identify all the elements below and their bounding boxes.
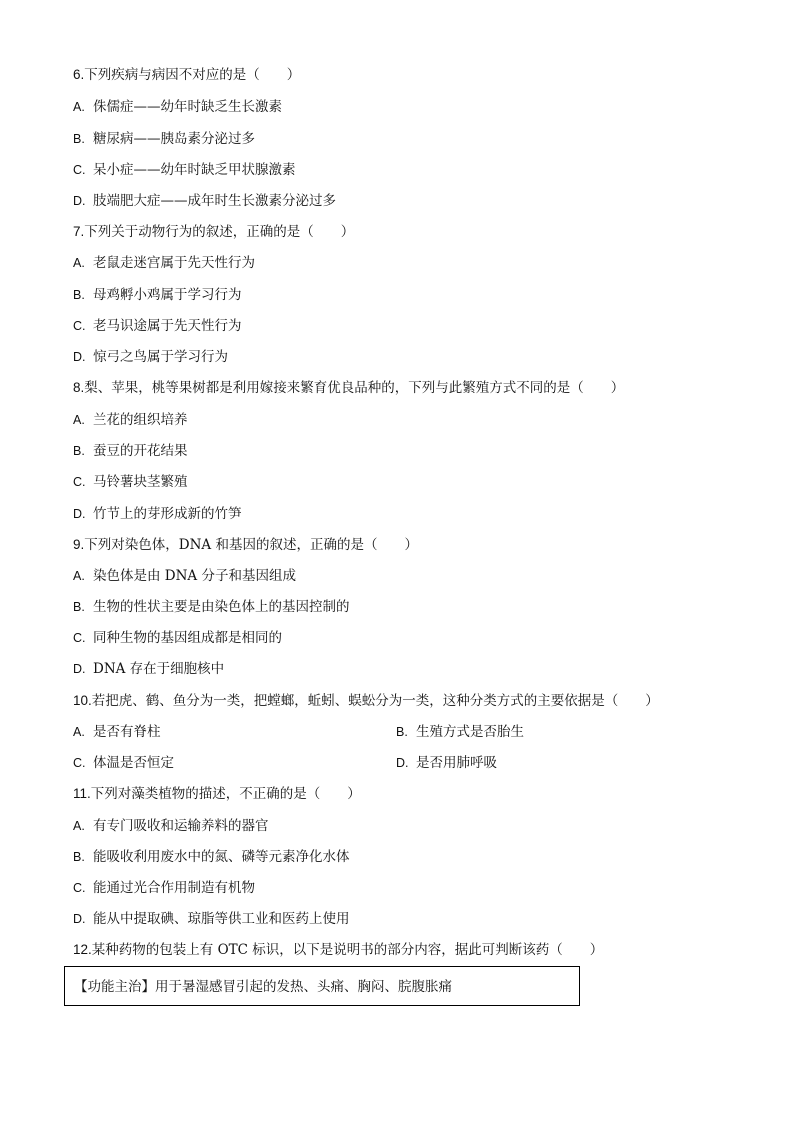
question-9-option-a: A. 染色体是由 DNA 分子和基因组成 bbox=[73, 568, 296, 584]
question-11-stem: 11.下列对藻类植物的描述，不正确的是（ ） bbox=[73, 786, 361, 802]
question-9-stem: 9.下列对染色体，DNA 和基因的叙述，正确的是（ ） bbox=[73, 537, 418, 553]
question-6-option-b: B. 糖尿病——胰岛素分泌过多 bbox=[73, 131, 255, 147]
question-6-stem: 6.下列疾病与病因不对应的是（ ） bbox=[73, 67, 301, 83]
question-6-option-c: C. 呆小症——幼年时缺乏甲状腺激素 bbox=[73, 162, 296, 178]
question-11-option-a: A. 有专门吸收和运输养料的器官 bbox=[73, 818, 269, 834]
medicine-instructions-text: 【功能主治】用于暑湿感冒引起的发热、头痛、胸闷、脘腹胀痛 bbox=[74, 979, 452, 995]
question-8-option-a: A. 兰花的组织培养 bbox=[73, 412, 188, 428]
question-10-option-a: A. 是否有脊柱 bbox=[73, 724, 161, 740]
question-10-stem: 10.若把虎、鹤、鱼分为一类，把螳螂，蚯蚓、蜈蚣分为一类，这种分类方式的主要依据是（ ） bbox=[73, 693, 659, 709]
question-9-option-c: C. 同种生物的基因组成都是相同的 bbox=[73, 630, 282, 646]
question-11-option-b: B. 能吸收利用废水中的氮、磷等元素净化水体 bbox=[73, 849, 350, 865]
question-9-option-b: B. 生物的性状主要是由染色体上的基因控制的 bbox=[73, 599, 350, 615]
question-12-stem: 12.某种药物的包装上有 OTC 标识，以下是说明书的部分内容，据此可判断该药（ ） bbox=[73, 942, 604, 958]
question-7-option-c: C. 老马识途属于先天性行为 bbox=[73, 318, 242, 334]
question-8-stem: 8.梨、苹果，桃等果树都是利用嫁接来繁育优良品种的，下列与此繁殖方式不同的是（ ） bbox=[73, 380, 625, 396]
question-10-option-d: D. 是否用肺呼吸 bbox=[396, 755, 497, 771]
question-7-option-d: D. 惊弓之鸟属于学习行为 bbox=[73, 349, 228, 365]
question-10-option-c: C. 体温是否恒定 bbox=[73, 755, 174, 771]
question-8-option-c: C. 马铃薯块茎繁殖 bbox=[73, 474, 188, 490]
question-9-option-d: D. DNA 存在于细胞核中 bbox=[73, 661, 225, 677]
question-8-option-d: D. 竹节上的芽形成新的竹笋 bbox=[73, 506, 242, 522]
question-10-option-b: B. 生殖方式是否胎生 bbox=[396, 724, 524, 740]
question-7-option-a: A. 老鼠走迷宫属于先天性行为 bbox=[73, 255, 255, 271]
question-7-stem: 7.下列关于动物行为的叙述，正确的是（ ） bbox=[73, 224, 355, 240]
question-7-option-b: B. 母鸡孵小鸡属于学习行为 bbox=[73, 287, 242, 303]
medicine-instructions-box bbox=[64, 966, 580, 1006]
question-6-option-d: D. 肢端肥大症——成年时生长激素分泌过多 bbox=[73, 193, 336, 209]
question-11-option-d: D. 能从中提取碘、琼脂等供工业和医药上使用 bbox=[73, 911, 350, 927]
question-8-option-b: B. 蚕豆的开花结果 bbox=[73, 443, 188, 459]
question-6-option-a: A. 侏儒症——幼年时缺乏生长激素 bbox=[73, 99, 282, 115]
question-11-option-c: C. 能通过光合作用制造有机物 bbox=[73, 880, 255, 896]
